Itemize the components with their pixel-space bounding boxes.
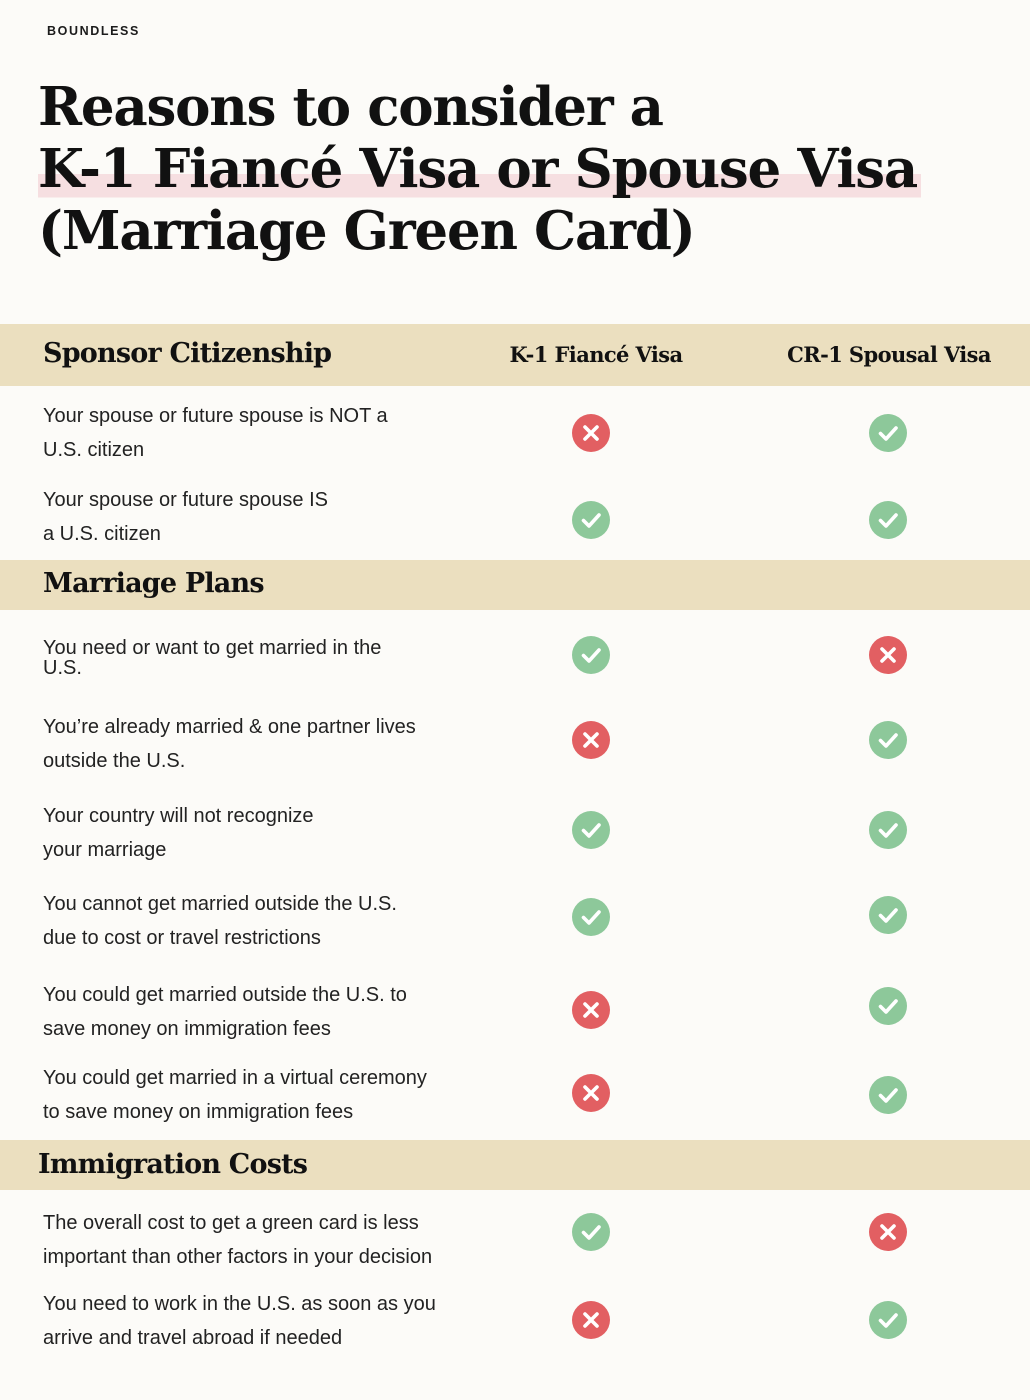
- row-text-line: outside the U.S.: [43, 750, 186, 772]
- row-text-line: arrive and travel abroad if needed: [43, 1327, 343, 1349]
- table-row: [43, 710, 493, 778]
- table-row: [43, 1287, 493, 1355]
- check-icon: [572, 898, 610, 936]
- row-text-line: save money on immigration fees: [43, 1018, 331, 1040]
- row-text-line: You need to work in the U.S. as soon as you: [43, 1293, 436, 1315]
- row-text-line: U.S.: [43, 657, 82, 679]
- cross-icon: [572, 721, 610, 759]
- check-icon: [869, 721, 907, 759]
- section-title: Immigration Costs: [38, 1149, 308, 1180]
- row-text-line: Your spouse or future spouse is NOT a: [43, 405, 388, 427]
- title-highlight: K-1 Fiancé Visa or Spouse Visa: [38, 138, 921, 200]
- row-text-line: a U.S. citizen: [43, 523, 161, 545]
- row-text-line: You could get married in a virtual ceremony: [43, 1067, 427, 1089]
- section-header-marriage-plans: [0, 560, 1030, 610]
- check-icon: [869, 896, 907, 934]
- row-text-line: You’re already married & one partner lives: [43, 716, 416, 738]
- cross-icon: [572, 414, 610, 452]
- page-title: [38, 76, 921, 262]
- table-row: [43, 887, 493, 955]
- cross-icon: [572, 1301, 610, 1339]
- title-line-3: (Marriage Green Card): [38, 200, 695, 262]
- section-header-sponsor-citizenship: [0, 324, 1030, 386]
- check-icon: [869, 811, 907, 849]
- check-icon: [869, 987, 907, 1025]
- check-icon: [572, 501, 610, 539]
- title-line-1: Reasons to consider a: [38, 76, 663, 138]
- table-row: [43, 638, 493, 678]
- row-text-line: due to cost or travel restrictions: [43, 927, 321, 949]
- section-header-immigration-costs: [0, 1140, 1030, 1190]
- brand-logo: BOUNDLESS: [47, 24, 140, 38]
- check-icon: [869, 1076, 907, 1114]
- row-text-line: to save money on immigration fees: [43, 1101, 354, 1123]
- table-row: [43, 1061, 493, 1129]
- table-row: [43, 483, 493, 551]
- row-text-line: You could get married outside the U.S. to: [43, 984, 407, 1006]
- check-icon: [869, 1301, 907, 1339]
- title-line-2: [38, 138, 921, 200]
- section-title: Marriage Plans: [43, 568, 264, 599]
- column-header-k1: K-1 Fiancé Visa: [509, 342, 683, 367]
- check-icon: [869, 414, 907, 452]
- row-text-line: important than other factors in your decision: [43, 1246, 433, 1268]
- section-title: Sponsor Citizenship: [43, 338, 332, 369]
- cross-icon: [572, 1074, 610, 1112]
- row-text-line: U.S. citizen: [43, 439, 145, 461]
- table-row: [43, 399, 493, 467]
- row-text-line: Your country will not recognize: [43, 805, 314, 827]
- check-icon: [572, 636, 610, 674]
- cross-icon: [869, 1213, 907, 1251]
- row-text-line: You cannot get married outside the U.S.: [43, 893, 397, 915]
- check-icon: [572, 811, 610, 849]
- row-text-line: You need or want to get married in the: [43, 637, 382, 659]
- cross-icon: [572, 991, 610, 1029]
- row-text-line: The overall cost to get a green card is less: [43, 1212, 419, 1234]
- table-row: [43, 1206, 493, 1274]
- check-icon: [869, 501, 907, 539]
- table-row: [43, 799, 493, 867]
- table-row: [43, 978, 493, 1046]
- check-icon: [572, 1213, 610, 1251]
- row-text-line: your marriage: [43, 839, 167, 861]
- cross-icon: [869, 636, 907, 674]
- column-header-cr1: CR-1 Spousal Visa: [787, 342, 991, 367]
- row-text-line: Your spouse or future spouse IS: [43, 489, 328, 511]
